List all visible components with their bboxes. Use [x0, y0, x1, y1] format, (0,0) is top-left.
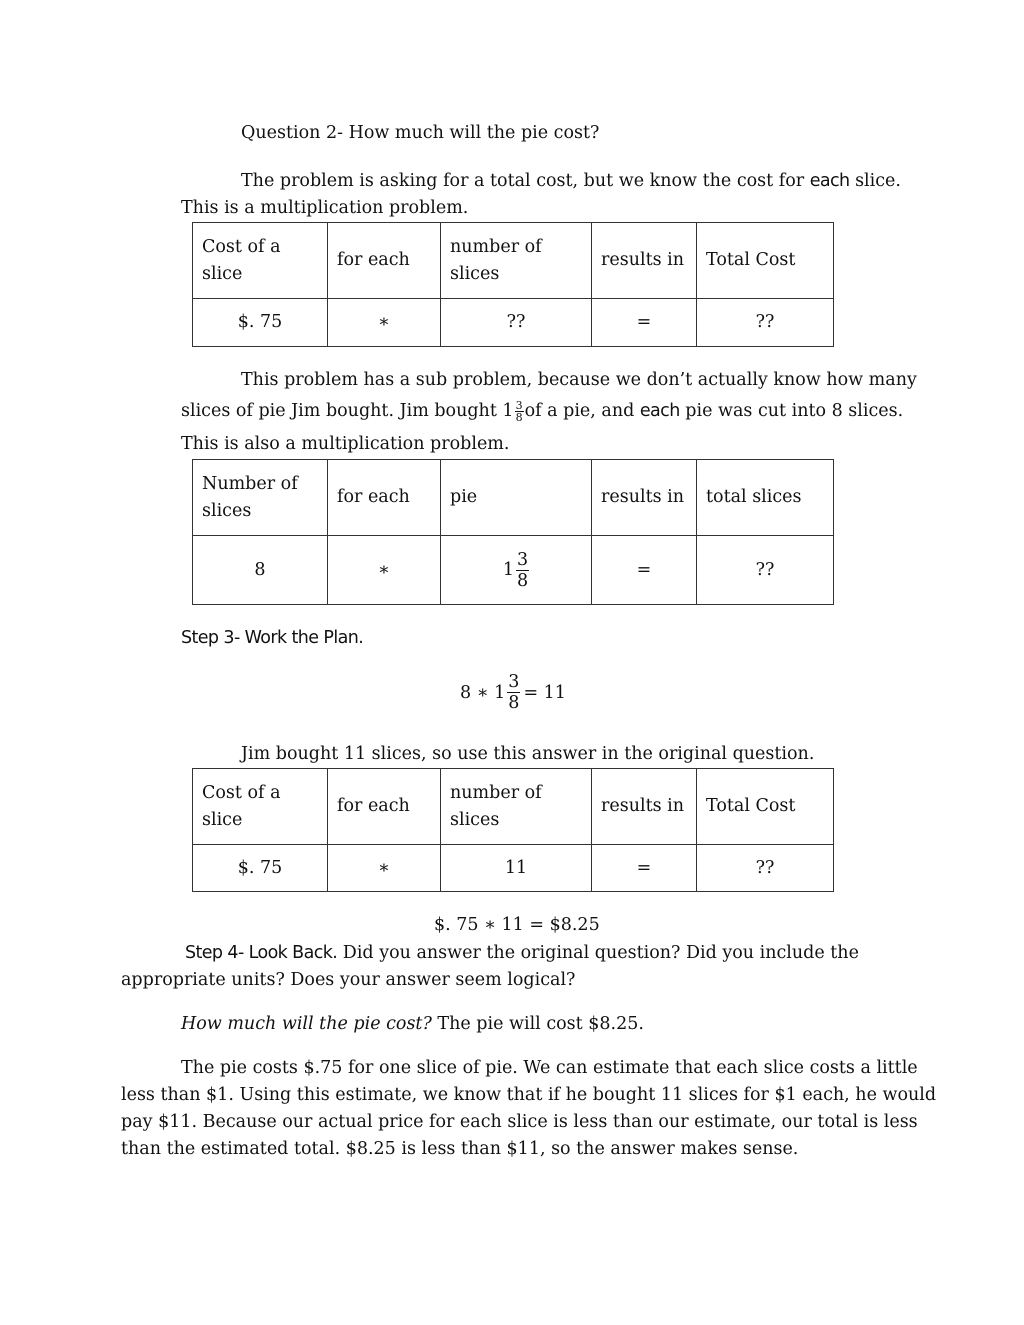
header-cell: Total Cost — [697, 769, 834, 845]
header-cell: for each — [328, 223, 441, 299]
mixed-number-cell — [441, 536, 592, 605]
sub-problem-line-3: This is also a multiplication problem. — [181, 434, 510, 454]
result-equation: $. 75 ∗ 11 = $8.25 — [434, 915, 600, 935]
equation-right: = 11 — [523, 682, 566, 703]
fraction-numerator: 3 — [508, 672, 520, 692]
answer-text: The pie will cost $8.25. — [431, 1014, 644, 1034]
value-cell: = — [592, 299, 697, 347]
intro-line-1 — [241, 170, 901, 192]
pie-fraction — [516, 550, 529, 591]
step4-heading: Step 4- Look Back. — [185, 943, 338, 963]
final-cost-table — [192, 768, 834, 892]
fraction-denominator: 8 — [517, 570, 529, 591]
explanation-line: less than $1. Using this estimate, we know that if he bought 11 slices for $1 each, he would — [121, 1085, 937, 1105]
fraction-numerator: 3 — [515, 399, 523, 412]
answer-line — [181, 1013, 644, 1035]
header-cell: results in — [592, 223, 697, 299]
header-cell: number of slices — [441, 223, 592, 299]
step4-line-2: appropriate units? Does your answer seem logical? — [121, 970, 576, 990]
intro-text-a: The problem is asking for a total cost, but we know the cost for — [241, 171, 810, 191]
value-cell: ∗ — [328, 299, 441, 347]
header-cell: results in — [592, 769, 697, 845]
value-cell: = — [592, 845, 697, 892]
intro-text-b: slice. — [849, 171, 901, 191]
header-cell: Cost of a slice — [193, 223, 328, 299]
value-cell: = — [592, 536, 697, 605]
explanation-line: The pie costs $.75 for one slice of pie. We can estimate that each slice costs a little — [181, 1058, 918, 1078]
value-cell: ?? — [441, 299, 592, 347]
value-cell: ∗ — [328, 845, 441, 892]
intro-line-2: This is a multiplication problem. — [181, 198, 469, 218]
answer-question: How much will the pie cost? — [181, 1014, 432, 1034]
sub-problem-line-2 — [181, 400, 903, 423]
header-cell: Total Cost — [697, 223, 834, 299]
header-cell: Cost of a slice — [193, 769, 328, 845]
step4-text: Did you answer the original question? Did you include the — [337, 943, 859, 963]
fraction-denominator: 8 — [508, 693, 520, 713]
explanation-line: pay $11. Because our actual price for each slice is less than our estimate, our total is less — [121, 1112, 918, 1132]
header-cell: for each — [328, 769, 441, 845]
sub-bold-each: each — [639, 401, 680, 421]
value-cell: 8 — [193, 536, 328, 605]
header-cell: total slices — [697, 460, 834, 536]
value-cell: ?? — [697, 536, 834, 605]
intro-bold-each: each — [809, 171, 850, 191]
whole-part: 1 — [502, 559, 514, 580]
step3-heading: Step 3- Work the Plan. — [181, 628, 364, 648]
explanation-line: than the estimated total. $8.25 is less than $11, so the answer makes sense. — [121, 1139, 799, 1159]
header-cell: Number of slices — [193, 460, 328, 536]
header-cell: number of slices — [441, 769, 592, 845]
value-cell: ?? — [697, 299, 834, 347]
cost-table — [192, 222, 834, 347]
header-cell: pie — [441, 460, 592, 536]
equation-fraction — [507, 672, 520, 713]
sub-problem-line-1: This problem has a sub problem, because we don’t actually know how many — [241, 370, 917, 390]
step3-equation — [460, 672, 566, 713]
header-cell: results in — [592, 460, 697, 536]
step3-note: Jim bought 11 slices, so use this answer in the original question. — [241, 744, 815, 764]
step4-line-1 — [185, 942, 859, 964]
sub-text-a: slices of pie Jim bought. Jim bought 1 — [181, 401, 514, 421]
equation-left: 8 ∗ 1 — [460, 682, 506, 703]
sub-text-b: of a pie, and — [524, 401, 640, 421]
question-title: Question 2- How much will the pie cost? — [241, 123, 600, 143]
inline-fraction — [515, 400, 524, 423]
value-cell: ?? — [697, 845, 834, 892]
value-cell: ∗ — [328, 536, 441, 605]
fraction-denominator: 8 — [515, 411, 523, 424]
value-cell: $. 75 — [193, 299, 328, 347]
value-cell: 11 — [441, 845, 592, 892]
slices-table — [192, 459, 834, 605]
header-cell: for each — [328, 460, 441, 536]
sub-text-c: pie was cut into 8 slices. — [679, 401, 904, 421]
fraction-numerator: 3 — [517, 549, 529, 570]
value-cell: $. 75 — [193, 845, 328, 892]
